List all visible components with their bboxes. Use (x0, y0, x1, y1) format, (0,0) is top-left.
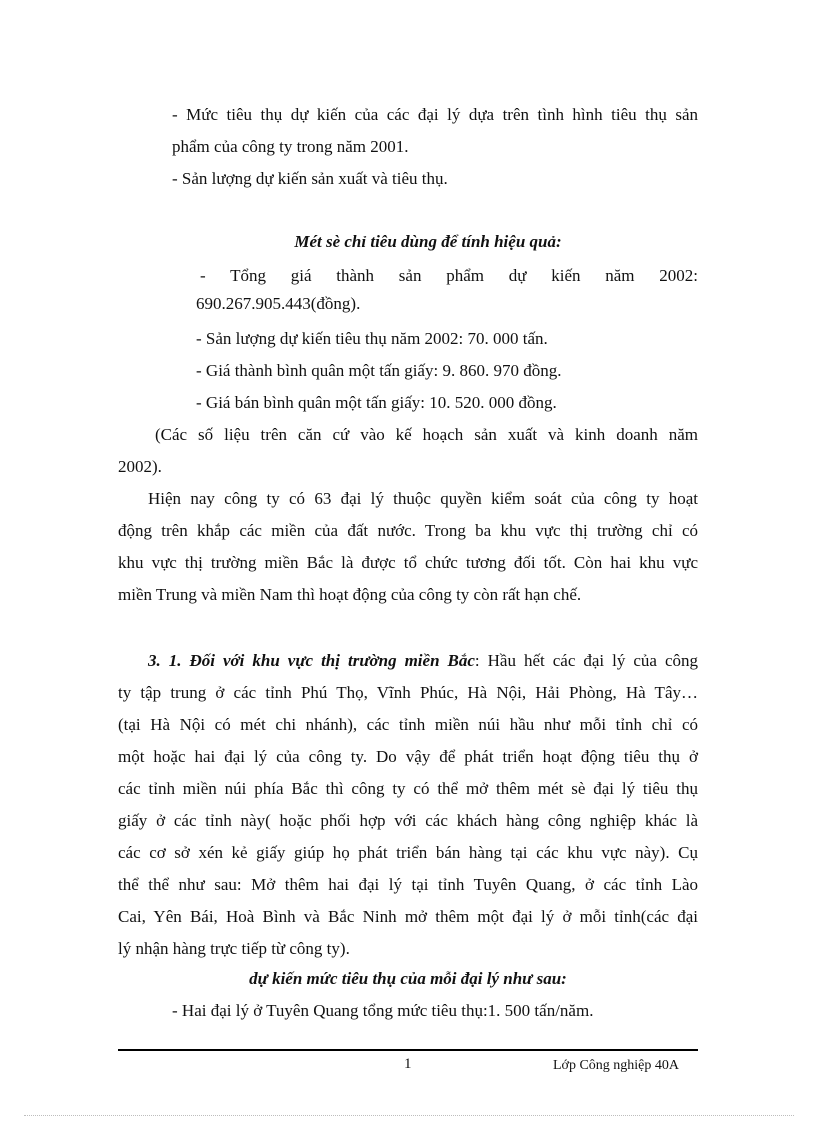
section-line-3: (tại Hà Nội có mét chi nhánh), các tỉnh miền núi hầu như mỗi tỉnh chỉ có (118, 715, 698, 734)
section-title: 3. 1. Đối với khu vực thị trường miền Bắc (148, 651, 475, 670)
indicator-sales-volume: - Sản lượng dự kiến tiêu thụ năm 2002: 70. 000 tấn. (196, 329, 548, 348)
section-line-4: một hoặc hai đại lý của công ty. Do vậy để phát triển hoạt động tiêu thụ ở (118, 747, 698, 766)
section-first-line (148, 650, 698, 672)
indicator-unit-price: - Giá bán bình quân một tấn giấy: 10. 520. 000 đồng. (196, 393, 557, 412)
bullet-consumption-line-2: phẩm của công ty trong năm 2001. (172, 137, 409, 156)
indicator-heading: Mét sè chỉ tiêu dùng để tính hiệu quả: (294, 232, 562, 251)
section-line-6: giấy ở các tỉnh này( hoặc phối hợp với các khách hàng công nghiệp khác là (118, 811, 698, 830)
section-line-7: các cơ sở xén kẻ giấy giúp họ phát triển bán hàng tại các khu vực này). Cụ (118, 843, 698, 862)
dealer-paragraph-line-2: động trên khắp các miền của đất nước. Trong ba khu vực thị trường chỉ có (118, 521, 698, 540)
indicator-unit-cost: - Giá thành bình quân một tấn giấy: 9. 860. 970 đồng. (196, 361, 562, 380)
bullet-consumption-line-1: - Mức tiêu thụ dự kiến của các đại lý dựa trên tình hình tiêu thụ sản (172, 105, 698, 124)
dealer-paragraph-line-4: miền Trung và miền Nam thì hoạt động của công ty còn rất hạn chế. (118, 585, 582, 604)
section-line-8: thể thể như sau: Mở thêm hai đại lý tại tỉnh Tuyên Quang, ở các tỉnh Lào (118, 875, 698, 894)
forecast-heading: dự kiến mức tiêu thụ của mỗi đại lý như sau: (249, 969, 567, 988)
section-line-10: lý nhận hàng trực tiếp từ công ty). (118, 939, 350, 958)
page-number: 1 (404, 1056, 412, 1072)
footer-class-label: Lớp Công nghiệp 40A (553, 1058, 680, 1073)
section-line-9: Cai, Yên Bái, Hoà Bình và Bắc Ninh mở thêm một đại lý ở mỗi tỉnh(các đại (118, 907, 698, 926)
source-note-line-2: 2002). (118, 457, 162, 476)
section-first-line-text: : Hầu hết các đại lý của công (474, 651, 698, 670)
forecast-item-tuyen-quang: - Hai đại lý ở Tuyên Quang tổng mức tiêu thụ:1. 500 tấn/năm. (172, 1001, 594, 1020)
dealer-paragraph-line-1: Hiện nay công ty có 63 đại lý thuộc quyền kiểm soát của công ty hoạt (148, 489, 698, 508)
section-line-2: ty tập trung ở các tỉnh Phú Thọ, Vĩnh Phúc, Hà Nội, Hải Phòng, Hà Tây… (118, 683, 698, 702)
page-bottom-edge (24, 1115, 794, 1116)
bullet-output: - Sản lượng dự kiến sản xuất và tiêu thụ. (172, 169, 448, 188)
section-line-5: các tỉnh miền núi phía Bắc thì công ty có thể mở thêm mét sè đại lý tiêu thụ (118, 779, 698, 798)
dealer-paragraph-line-3: khu vực thị trường miền Bắc là được tổ chức tương đối tốt. Còn hai khu vực (118, 553, 698, 572)
footer-divider (118, 1049, 698, 1051)
indicator-total-cost-label: - Tổng giá thành sản phẩm dự kiến năm 2002: (200, 266, 698, 285)
source-note-line-1: (Các số liệu trên căn cứ vào kế hoạch sản xuất và kinh doanh năm (155, 425, 698, 444)
indicator-total-cost-value: 690.267.905.443(đồng). (196, 294, 361, 313)
